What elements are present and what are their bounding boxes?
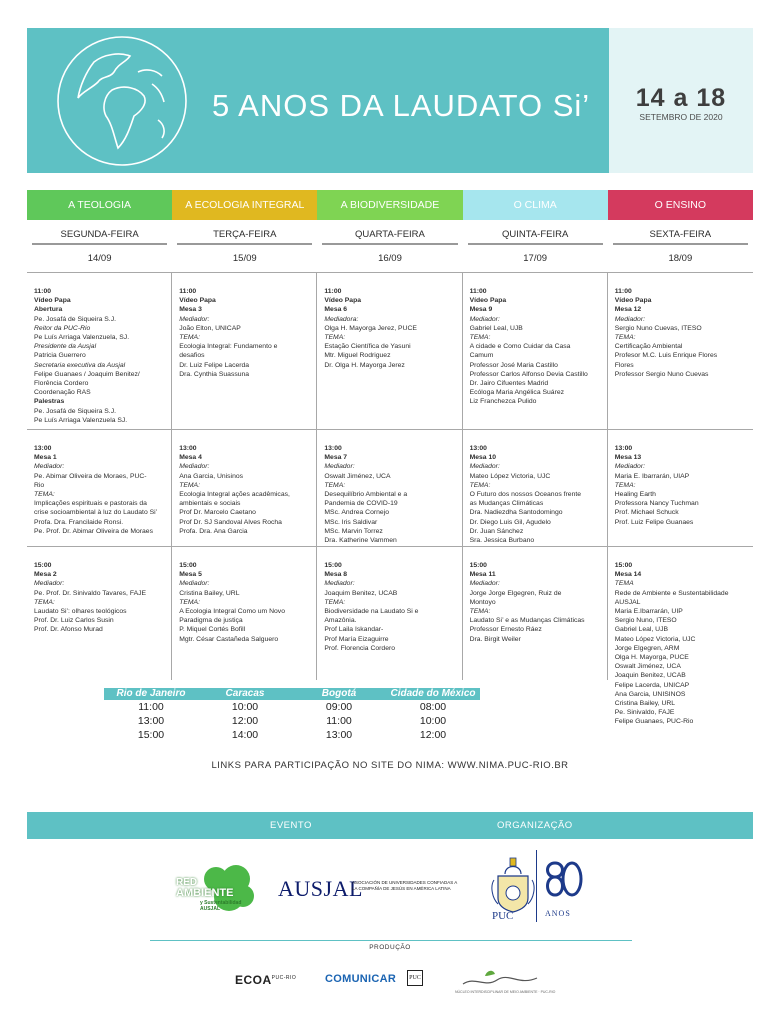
session-line: Rio: [34, 481, 45, 489]
puc-small-logo: PUC: [407, 970, 423, 986]
session-line: Secretaria executiva da Ausjal: [34, 361, 126, 369]
session-line: AUSJAL: [614, 598, 641, 606]
sustentabilidad-text: y Sustentabilidad AUSJAL: [200, 900, 242, 912]
session-cell: [608, 429, 753, 546]
session-line: Mesa 9: [469, 306, 493, 314]
time-value: 11:00: [326, 715, 352, 727]
day-date: 18/09: [668, 253, 693, 264]
session-line: Ecologia Integral ações acadêmicas,: [179, 491, 290, 499]
day-column-header: [463, 229, 608, 264]
session-line: Mediadora:: [324, 315, 359, 323]
session-line: Laudato Si’: olhares teológicos: [34, 608, 127, 616]
session-line: Ecóloga Maria Angélica Suárez: [469, 389, 565, 397]
ecoa-sup: PUC-RIO: [271, 975, 297, 981]
session-line: MSc. Iris Saldivar: [324, 518, 378, 526]
session-line: TEMA:: [179, 334, 200, 342]
session-cell: [317, 546, 462, 680]
session-line: Mesa 12: [614, 306, 642, 314]
session-line: Mesa 13: [614, 454, 642, 462]
session-line: TEMA:: [614, 481, 636, 489]
session-line: TEMA:: [469, 608, 491, 616]
session-cell: [608, 272, 753, 429]
session-line: ambientais e sociais: [179, 500, 241, 508]
session-line: Mesa 7: [324, 454, 348, 462]
session-cell: [317, 272, 462, 429]
session-line: Mediador:: [34, 463, 65, 471]
theme-ensino: O ENSINO: [608, 190, 753, 220]
session-line: Mesa 8: [324, 571, 348, 579]
day-name: TERÇA-FEIRA: [177, 229, 312, 245]
session-line: Pe. Josafá de Siqueira S.J.: [34, 315, 116, 323]
session-line: TEMA:: [34, 491, 55, 499]
globe-icon: [52, 32, 192, 170]
session-line: Prof María Eizaguirre: [324, 635, 389, 643]
logo-divider: [536, 850, 537, 922]
session-line: 11:00: [469, 288, 487, 295]
schedule-grid: [27, 272, 753, 744]
session-line: Professor Ernesto Ráez: [469, 626, 542, 634]
session-line: Profesor M.C. Luis Enrique Flores: [614, 352, 718, 360]
session-line: Pe Luís Arriaga Valenzuela SJ.: [34, 416, 128, 424]
session-line: O Futuro dos nossos Oceanos frente: [469, 491, 582, 499]
theme-bar: [27, 190, 753, 220]
session-line: Mediador:: [469, 315, 500, 323]
footer-divider: [150, 940, 632, 941]
time-value: 12:00: [419, 729, 447, 741]
nima-text: NÚCLEO INTERDISCIPLINAR DE MEIO AMBIENTE · PUC-RIO: [455, 990, 556, 994]
day-column-header: [27, 229, 172, 264]
session-line: Pe. Abimar Oliveira de Moraes, PUC-: [34, 472, 147, 480]
session-line: TEMA:: [469, 334, 491, 342]
session-line: 15:00: [469, 562, 487, 569]
day-column-header: [608, 229, 753, 264]
session-line: Vídeo Papa: [469, 297, 507, 305]
day-name: QUARTA-FEIRA: [322, 229, 457, 245]
session-cell: [27, 429, 172, 546]
red-ambiente-logo: [170, 865, 260, 913]
puc-label: PUC: [492, 910, 514, 922]
session-cell: [463, 272, 608, 429]
session-line: Presidente da Ausjal: [34, 343, 97, 351]
time-value: 10:00: [419, 715, 447, 727]
timezone-header: [104, 688, 480, 700]
session-line: Mediador:: [614, 315, 645, 323]
session-line: Mediador:: [469, 580, 500, 588]
day-headers: [27, 229, 753, 264]
session-line: Pandemia de COVID-19: [324, 500, 398, 508]
session-cell: [463, 429, 608, 546]
session-line: Mesa 11: [469, 571, 496, 579]
session-line: Healing Earth: [614, 491, 656, 499]
session-line: Dra. Katherine Vammen: [324, 537, 397, 545]
session-line: Profa. Dra. Ana Garcia: [179, 527, 248, 535]
session-line: Felipe Guanaes / Joaquim Benitez/: [34, 370, 140, 378]
session-line: Professora Nancy Tuchman: [614, 500, 699, 508]
session-line: Pe Luís Arriaga Valenzuela, SJ.: [34, 334, 130, 342]
session-line: Dra. Nadiezdha Santodomingo: [469, 509, 563, 517]
session-line: Pe. Josafá de Siqueira S.J.: [34, 407, 116, 415]
session-line: TEMA:: [324, 481, 346, 489]
session-line: Mesa 1: [34, 454, 57, 462]
80-anos-icon: [541, 855, 585, 905]
session-line: Sergio Nuno Cuevas, ITESO: [614, 324, 702, 332]
session-line: P. Miquel Cortés Bofill: [179, 626, 246, 634]
session-line: TEMA:: [614, 334, 636, 342]
session-line: Patricia Guerrero: [34, 352, 86, 360]
session-line: Flores: [614, 361, 634, 369]
session-line: Sergio Nuno, ITESO: [614, 617, 677, 625]
session-line: Mediador:: [614, 463, 645, 471]
session-line: Oswalt Jiménez, UCA: [614, 663, 681, 671]
time-value: 09:00: [325, 701, 353, 713]
session-line: 11:00: [34, 288, 52, 295]
session-line: Olga H. Mayorga, PUCE: [614, 654, 689, 662]
session-line: Professor José Maria Castillo: [469, 361, 558, 369]
theme-biodiversidade: A BIODIVERSIDADE: [317, 190, 462, 220]
day-date: 16/09: [378, 253, 402, 264]
time-value: 08:00: [419, 701, 447, 713]
session-line: 15:00: [614, 562, 633, 569]
city-bogota: Bogotá: [321, 688, 357, 699]
session-line: Mesa 3: [179, 306, 202, 314]
session-line: Mesa 5: [179, 571, 202, 579]
session-line: 11:00: [324, 288, 342, 295]
session-line: Paradigma de justiça: [179, 617, 243, 625]
session-line: Dr. Juan Sánchez: [469, 527, 524, 535]
timezone-row: [104, 700, 480, 714]
session-line: Dr. Luiz Felipe Lacerda: [179, 361, 250, 369]
session-line: A Ecologia Integral Como um Novo: [179, 608, 285, 616]
time-value: 14:00: [231, 729, 259, 741]
session-line: Biodiversidade na Laudato Si e: [324, 608, 419, 616]
time-value: 12:00: [231, 715, 259, 727]
session-line: Olga H. Mayorga Jerez, PUCE: [324, 324, 417, 332]
session-line: Mateo López Victoria, UJC: [469, 472, 551, 480]
session-cell: [463, 546, 608, 680]
session-line: Laudato Si’ e as Mudanças Climáticas: [469, 617, 585, 625]
session-line: Estação Científica de Yasuni: [324, 343, 411, 351]
session-line: Florência Cordero: [34, 380, 89, 388]
participation-link-text[interactable]: LINKS PARA PARTICIPAÇÃO NO SITE DO NIMA: WWW.NIMA.PUC-RIO.BR: [211, 760, 569, 771]
session-line: Vídeo Papa: [34, 297, 71, 305]
session-line: Mediador:: [34, 580, 65, 588]
session-line: desafios: [179, 352, 205, 360]
session-line: 15:00: [324, 562, 342, 569]
city-mexico: Cidade do México: [390, 688, 476, 699]
session-line: Ecologia Integral: Fundamento e: [179, 343, 278, 351]
session-line: 13:00: [469, 445, 487, 452]
timezone-row: [104, 714, 480, 728]
session-line: 13:00: [179, 445, 197, 452]
session-line: Dr. Olga H. Mayorga Jerez: [324, 361, 405, 369]
session-line: Pe. Prof. Dr. Sinivaldo Tavares, FAJE: [34, 589, 147, 597]
session-line: crise socioambiental à luz do Laudato Si’: [34, 509, 158, 517]
session-line: Coordenação RAS: [34, 389, 91, 397]
session-line: Abertura: [34, 306, 63, 314]
city-rio: Rio de Janeiro: [116, 688, 186, 699]
session-line: Pe. Prof. Dr. Abimar Oliveira de Moraes: [34, 527, 153, 535]
session-line: Mesa 6: [324, 306, 348, 314]
session-line: Felipe Lacerda, UNICAP: [614, 681, 690, 689]
red-text: RED: [176, 877, 198, 888]
comunicar-logo: COMUNICAR: [325, 973, 397, 985]
session-line: Rede de Ambiente e Sustentabilidade: [614, 589, 729, 597]
session-line: Amazônia.: [324, 617, 357, 625]
session-line: Ana Garcia, Unisinos: [179, 472, 244, 480]
session-line: Mesa 14: [614, 571, 642, 579]
session-line: Dr. Jairo Cifuentes Madrid: [469, 380, 549, 388]
day-date: 17/09: [523, 253, 548, 264]
session-line: Prof Dr. Marcelo Caetano: [179, 509, 256, 517]
session-line: Mateo López Victoria, UJC: [614, 635, 696, 643]
timezone-row: [104, 728, 480, 742]
session-line: Prof. Florencia Cordero: [324, 644, 396, 652]
session-line: Dra. Cynthia Suassuna: [179, 370, 250, 378]
session-line: Mediador:: [324, 463, 355, 471]
session-line: Prof. Dr. Afonso Murad: [34, 626, 103, 634]
theme-clima: O CLIMA: [463, 190, 608, 220]
session-line: Palestras: [34, 398, 65, 406]
session-line: João Elton, UNICAP: [179, 324, 241, 332]
session-line: Felipe Guanaes, PUC-Rio: [614, 718, 694, 726]
session-line: Prof. Michael Schuck: [614, 509, 679, 517]
session-cell: [27, 272, 172, 429]
session-line: Mesa 4: [179, 454, 202, 462]
session-line: 11:00: [179, 288, 197, 295]
session-line: Professor Sergio Nuno Cuevas: [614, 370, 709, 378]
footer-bar: [27, 812, 753, 839]
session-line: 13:00: [614, 445, 633, 452]
session-cell: [172, 272, 317, 429]
session-line: TEMA:: [179, 481, 200, 489]
session-line: as Mudanças Climáticas: [469, 500, 544, 508]
session-cell: [27, 546, 172, 680]
session-line: TEMA:: [324, 334, 346, 342]
session-line: Certificação Ambiental: [614, 343, 683, 351]
time-value: 11:00: [138, 701, 164, 713]
event-month: SETEMBRO DE 2020: [639, 112, 723, 122]
session-line: MSc. Andrea Cornejo: [324, 509, 389, 517]
session-line: Ana Garcia, UNISINOS: [614, 690, 686, 698]
session-line: Prof Laila Iskandar-: [324, 626, 384, 634]
session-line: Dra. Birgit Weiler: [469, 635, 521, 643]
session-line: TEMA:: [469, 481, 491, 489]
ambiente-text: AMBIENTE: [176, 887, 234, 899]
session-line: Vídeo Papa: [324, 297, 362, 305]
session-cell: [317, 429, 462, 546]
session-line: Reitor da PUC-Rio: [34, 324, 91, 332]
session-line: Prof. Dr. Luiz Carlos Susin: [34, 617, 114, 625]
session-line: 15:00: [34, 562, 52, 569]
session-line: Professor Carlos Alfonso Devia Castillo: [469, 370, 588, 378]
session-line: 13:00: [34, 445, 52, 452]
day-name: QUINTA-FEIRA: [468, 229, 603, 245]
theme-ecologia-integral: A ECOLOGIA INTEGRAL: [172, 190, 317, 220]
session-line: 15:00: [179, 562, 197, 569]
day-date: 15/09: [232, 253, 257, 264]
session-line: 11:00: [614, 288, 632, 295]
session-line: Mediador:: [179, 315, 210, 323]
anos-label: ANOS: [545, 909, 571, 918]
ausjal-subtitle: ASOCIACIÓN DE UNIVERSIDADES CONFIADAS A LA COMPAÑÍA DE JESÚS EN AMÉRICA LATINA: [352, 880, 458, 891]
session-cell: [172, 546, 317, 680]
session-line: 13:00: [324, 445, 342, 452]
session-line: Maria E. Ibarrarán, UIAP: [614, 472, 690, 480]
session-line: Montoyo: [469, 598, 496, 606]
day-column-header: [317, 229, 462, 264]
session-line: Gabriel Leal, UJB: [614, 626, 669, 634]
session-line: Mtr. Miguel Rodriguez: [324, 352, 391, 360]
session-line: Oswalt Jiménez, UCA: [324, 472, 391, 480]
session-line: Joaquin Benitez, UCAB: [614, 672, 686, 680]
session-line: TEMA:: [179, 598, 200, 606]
session-line: TEMA: [614, 580, 634, 588]
session-line: Pe. Sinivaldo, FAJE: [614, 709, 675, 717]
session-line: Jorge Jorge Elgegren, Ruiz de: [469, 589, 562, 597]
session-line: MSc. Marvin Torrez: [324, 527, 383, 535]
session-line: Cristina Bailey, URL: [614, 700, 676, 708]
session-line: Mediador:: [469, 463, 500, 471]
session-line: Implicações espirituais e pastorais da: [34, 500, 147, 508]
day-name: SEXTA-FEIRA: [613, 229, 748, 245]
session-line: Dr. Diego Luis Gil, Agudelo: [469, 518, 551, 526]
theme-teologia: A TEOLOGIA: [27, 190, 172, 220]
day-date: 14/09: [87, 253, 112, 264]
session-line: Mediador:: [324, 580, 355, 588]
session-line: Desequilíbrio Ambiental e a: [324, 491, 408, 499]
session-line: Mediador:: [179, 463, 210, 471]
session-cell: [608, 546, 753, 744]
evento-label: EVENTO: [270, 820, 312, 831]
session-line: Mgtr. César Castañeda Salguero: [179, 635, 279, 643]
session-line: Joaquim Benitez, UCAB: [324, 589, 398, 597]
session-line: Mesa 10: [469, 454, 497, 462]
session-line: Profa. Dra. Francilaide Ronsi.: [34, 518, 124, 526]
time-value: 15:00: [137, 729, 165, 741]
ecoa-text: ECOA: [235, 973, 272, 987]
session-line: Gabriel Leal, UJB: [469, 324, 523, 332]
producao-label: PRODUÇÃO: [369, 944, 411, 951]
session-line: TEMA:: [34, 598, 55, 606]
time-value: 13:00: [137, 715, 165, 727]
event-dates: 14 a 18: [635, 84, 727, 112]
schedule-row-1100: [27, 272, 753, 429]
timezone-table: [104, 688, 480, 742]
session-cell: [172, 429, 317, 546]
schedule-row-1300: [27, 429, 753, 546]
ausjal-logo: AUSJAL: [278, 876, 363, 901]
session-line: TEMA:: [324, 598, 346, 606]
session-line: Camum: [469, 352, 494, 360]
session-line: Jorge Elgegren, ARM: [614, 644, 680, 652]
session-line: Prof. Luiz Felipe Guanaes: [614, 518, 694, 526]
session-line: Vídeo Papa: [179, 297, 216, 305]
session-line: Liz Franchezca Pulido: [469, 398, 537, 406]
session-line: Cristina Bailey, URL: [179, 589, 240, 597]
time-value: 13:00: [325, 729, 353, 741]
session-line: Sra. Jessica Burbano: [469, 537, 535, 545]
day-column-header: [172, 229, 317, 264]
session-line: Prof Dr. SJ Sandoval Alves Rocha: [179, 518, 282, 526]
event-title: 5 ANOS DA LAUDATO Si’: [212, 88, 591, 123]
organizacao-label: ORGANIZAÇÃO: [497, 820, 573, 831]
session-line: A cidade e Como Cuidar da Casa: [469, 343, 571, 351]
session-line: Vídeo Papa: [614, 297, 652, 305]
time-value: 10:00: [231, 701, 259, 713]
day-name: SEGUNDA-FEIRA: [32, 229, 167, 245]
session-line: Mesa 2: [34, 571, 57, 579]
city-caracas: Caracas: [225, 688, 265, 699]
session-line: Maria E.Ibarrarán, UIP: [614, 608, 683, 616]
ecoa-logo: [235, 973, 296, 987]
session-line: Mediador:: [179, 580, 210, 588]
